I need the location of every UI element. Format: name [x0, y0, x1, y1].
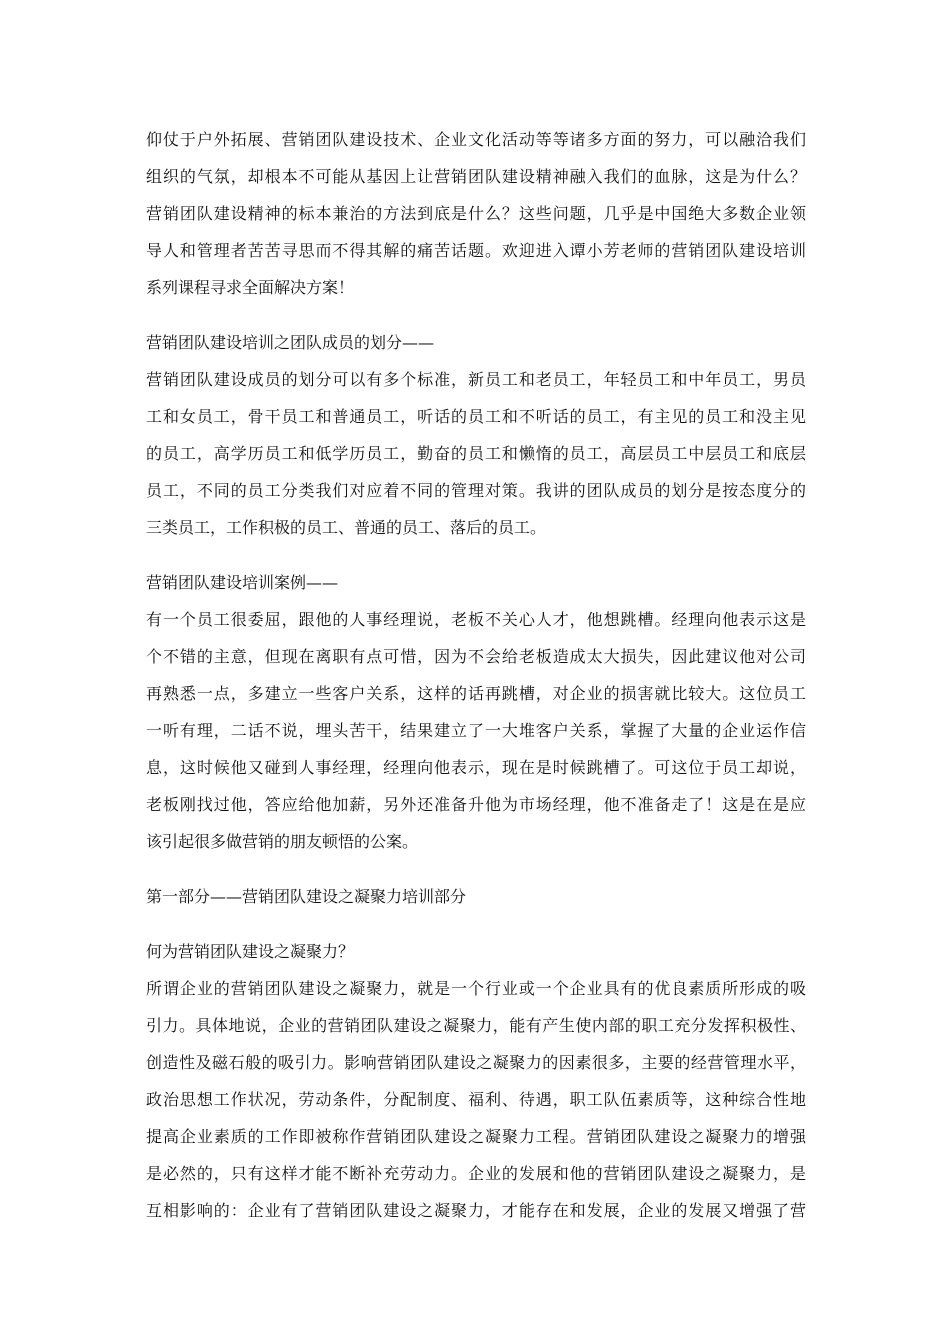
- text-line: 息，这时候他又碰到人事经理，经理向他表示，现在是时候跳槽了。可这位于员工却说，: [146, 758, 806, 777]
- text-line: 再熟悉一点，多建立一些客户关系，这样的话再跳槽，对企业的损害就比较大。这位员工: [146, 684, 806, 703]
- text-line: 工和女员工，骨干员工和普通员工，听话的员工和不听话的员工，有主见的员工和没主见: [146, 407, 806, 426]
- text-line: 所谓企业的营销团队建设之凝聚力，就是一个行业或一个企业具有的优良素质所形成的吸: [146, 979, 806, 998]
- text-line: 一听有理，二话不说，埋头苦干，结果建立了一大堆客户关系，掌握了大量的企业运作信: [146, 721, 806, 740]
- section-heading: 营销团队建设培训之团队成员的划分——: [146, 333, 435, 352]
- text-line: 仰仗于户外拓展、营销团队建设技术、企业文化活动等等诸多方面的努力，可以融洽我们: [146, 130, 806, 149]
- text-line: 营销团队建设精神的标本兼治的方法到底是什么？这些问题，几乎是中国绝大多数企业领: [146, 204, 806, 223]
- paragraph-case-study: [146, 564, 806, 860]
- text-line: 有一个员工很委屈，跟他的人事经理说，老板不关心人才，他想跳槽。经理向他表示这是: [146, 610, 806, 629]
- text-line: 老板刚找过他，答应给他加薪，另外还准备升他为市场经理，他不准备走了！这是在是应: [146, 795, 806, 814]
- text-line: 个不错的主意，但现在离职有点可惜，因为不会给老板造成太大损失，因此建议他对公司: [146, 647, 806, 666]
- text-line: 提高企业素质的工作即被称作营销团队建设之凝聚力工程。营销团队建设之凝聚力的增强: [146, 1127, 806, 1146]
- text-line: 该引起很多做营销的朋友顿悟的公案。: [146, 832, 419, 851]
- text-line: 是必然的，只有这样才能不断补充劳动力。企业的发展和他的营销团队建设之凝聚力，是: [146, 1164, 806, 1183]
- text-line: 营销团队建设成员的划分可以有多个标准，新员工和老员工，年轻员工和中年员工，男员: [146, 370, 806, 389]
- text-line: 政治思想工作状况，劳动条件，分配制度、福利、待遇，职工队伍素质等，这种综合性地: [146, 1090, 806, 1109]
- text-line: 员工，不同的员工分类我们对应着不同的管理对策。我讲的团队成员的划分是按态度分的: [146, 481, 806, 500]
- paragraph-cohesion: [146, 933, 806, 1229]
- text-line: 的员工，高学历员工和低学历员工，勤奋的员工和懒惰的员工，高层员工中层员工和底层: [146, 444, 806, 463]
- paragraph-gap: [146, 306, 806, 324]
- text-line: 互相影响的：企业有了营销团队建设之凝聚力，才能存在和发展，企业的发展又增强了营: [146, 1201, 806, 1220]
- section-heading: 何为营销团队建设之凝聚力？: [146, 942, 355, 961]
- section-heading: 营销团队建设培训案例——: [146, 573, 339, 592]
- text-line: 系列课程寻求全面解决方案！: [146, 278, 355, 297]
- paragraph-intro: [146, 121, 806, 306]
- text-line: 引力。具体地说，企业的营销团队建设之凝聚力，能有产生使内部的职工充分发挥积极性、: [146, 1016, 806, 1035]
- paragraph-gap: [146, 860, 806, 878]
- text-line: 三类员工，工作积极的员工、普通的员工、落后的员工。: [146, 518, 547, 537]
- document-body: [146, 121, 806, 1229]
- paragraph-member-division: [146, 324, 806, 546]
- paragraph-part-one: [146, 878, 806, 915]
- paragraph-gap: [146, 546, 806, 564]
- section-heading: 第一部分——营销团队建设之凝聚力培训部分: [146, 887, 467, 906]
- text-line: 创造性及磁石般的吸引力。影响营销团队建设之凝聚力的因素很多，主要的经营管理水平，: [146, 1053, 806, 1072]
- text-line: 导人和管理者苦苦寻思而不得其解的痛苦话题。欢迎进入谭小芳老师的营销团队建设培训: [146, 241, 806, 260]
- paragraph-gap: [146, 915, 806, 933]
- text-line: 组织的气氛，却根本不可能从基因上让营销团队建设精神融入我们的血脉，这是为什么？: [146, 167, 806, 186]
